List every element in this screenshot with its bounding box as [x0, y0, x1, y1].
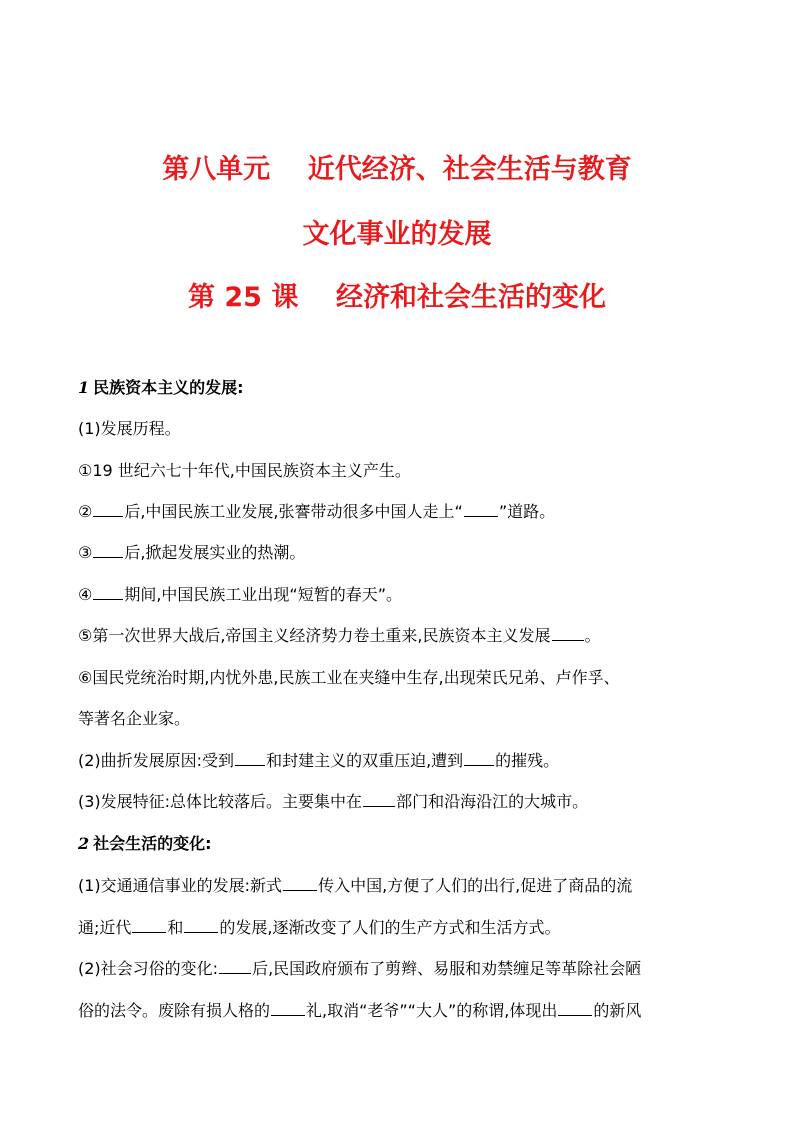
fill-blank[interactable]: [283, 876, 317, 891]
unit-subtitle: 文化事业的发展: [302, 219, 492, 250]
section1-item6-line2: 等著名企业家。: [78, 709, 191, 728]
section2-sub1-line1: (1)交通通信事业的发展:新式 传入中国,方便了人们的出行,促进了商品的流: [78, 876, 633, 895]
section2-number: 2: [78, 834, 90, 853]
fill-blank[interactable]: [93, 502, 123, 517]
section2-sub1-line2: 通;近代 和 的发展,逐渐改变了人们的生产方式和生活方式。: [78, 918, 561, 937]
section1-heading: [78, 377, 728, 399]
fill-blank[interactable]: [464, 502, 498, 517]
section1-item3: ③ 后,掀起发展实业的热潮。: [78, 543, 306, 562]
fill-blank[interactable]: [558, 1001, 592, 1016]
section1-item4: ④ 期间,中国民族工业出现“短暂的春天”。: [78, 585, 403, 604]
fill-blank[interactable]: [93, 543, 123, 558]
section1-item2: ② 后,中国民族工业发展,张謇带动很多中国人走上“ ”道路。: [78, 502, 556, 521]
section1-sub3: (3)发展特征:总体比较落后。主要集中在 部门和沿海沿江的大城市。: [78, 792, 589, 811]
section2-heading: [78, 833, 728, 855]
section1-item5: ⑤第一次世界大战后,帝国主义经济势力卷土重来,民族资本主义发展 。: [78, 626, 601, 645]
section2-heading-text: 社会生活的变化:: [93, 834, 212, 853]
fill-blank[interactable]: [464, 751, 494, 766]
fill-blank[interactable]: [363, 792, 395, 807]
fill-blank[interactable]: [93, 585, 123, 600]
fill-blank[interactable]: [132, 918, 166, 933]
section1-item6-line1: ⑥国民党统治时期,内忧外患,民族工业在夹缝中生存,出现荣氏兄弟、卢作孚、: [78, 668, 620, 687]
fill-blank[interactable]: [271, 1001, 305, 1016]
section1-sub2: (2)曲折发展原因:受到 和封建主义的双重压迫,遭到 的摧残。: [78, 751, 560, 770]
lesson-title: 第 25 课 经济和社会生活的变化: [188, 282, 606, 313]
unit-title: 第八单元 近代经济、社会生活与教育: [162, 154, 632, 185]
section1-heading-text: 民族资本主义的发展:: [93, 378, 244, 397]
fill-blank[interactable]: [552, 626, 584, 641]
section1-item1: ①19 世纪六七十年代,中国民族资本主义产生。: [78, 461, 411, 480]
section2-sub2-line1: (2)社会习俗的变化: 后,民国政府颁布了剪辫、易服和劝禁缠足等革除社会陋: [78, 959, 642, 978]
section1-sub1: (1)发展历程。: [78, 419, 181, 438]
fill-blank[interactable]: [219, 959, 251, 974]
section1-number: 1: [78, 378, 90, 397]
section2-sub2-line2: 俗的法令。废除有损人格的 礼,取消“老爷”“大人”的称谓,体现出 的新风: [78, 1001, 642, 1020]
fill-blank[interactable]: [184, 918, 218, 933]
fill-blank[interactable]: [235, 751, 265, 766]
